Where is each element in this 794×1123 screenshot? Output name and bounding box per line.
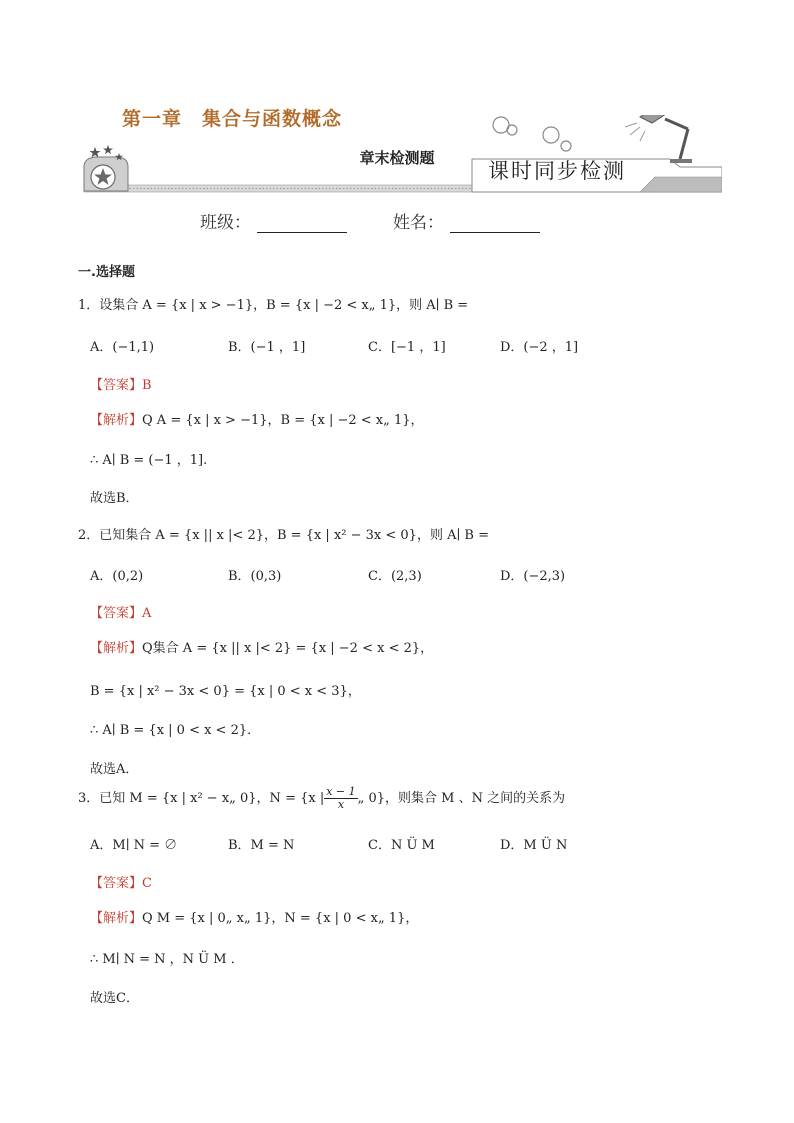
q3-answer: 【答案】C — [90, 876, 152, 891]
name-label: 姓名： — [393, 213, 444, 233]
q2-conclusion: 故选A． — [90, 762, 139, 777]
q2-option-b: B．(0,3) — [228, 569, 282, 584]
name-field — [393, 208, 540, 233]
q2-answer: 【答案】A — [90, 606, 152, 621]
q1-stem: 1．设集合 A = {x | x > −1}，B = {x | −2 < x„ 1}，则 A∣ B = — [78, 298, 469, 313]
bubbles-decoration — [493, 117, 571, 151]
section-title: 一.选择题 — [78, 265, 135, 280]
q1-answer: 【答案】B — [90, 378, 152, 393]
q2-stem: 2．已知集合 A = {x || x |< 2}，B = {x | x² − 3x < 0}，则 A∣ B = — [78, 528, 489, 543]
name-blank — [450, 218, 540, 233]
class-blank — [257, 218, 347, 233]
class-field — [200, 208, 347, 233]
q3-conclusion: 故选C． — [90, 991, 139, 1006]
q3-option-d: D．M Ü N — [500, 838, 568, 853]
chapter-title: 第一章 集合与函数概念 — [122, 108, 343, 130]
banner-text: 课时同步检测 — [488, 159, 626, 183]
q1-conclusion: 故选B． — [90, 491, 139, 506]
q3-stem: 3．已知 M = {x | x² − x„ 0}，N = {x | $\frac{x - 1}{x}$ „ 0}，则集合 M 、N 之间的关系为 — [78, 785, 566, 811]
q2-option-a: A．(0,2) — [90, 569, 144, 584]
q2-option-c: C．(2,3) — [368, 569, 422, 584]
q1-option-c: C．[−1 ，1] — [368, 340, 446, 355]
q2-analysis: 【解析】Q集合 A = {x || x |< 2} = {x | −2 < x < 2}， — [90, 641, 434, 656]
q1-option-d: D．(−2 ，1] — [500, 340, 579, 355]
q3-option-a: A．M∣ N = ∅ — [90, 838, 178, 853]
q1-step: ∴ A∣ B = (−1 ，1]. — [90, 453, 208, 468]
q3-option-c: C．N Ü M — [368, 838, 435, 853]
q2-step2: ∴ A∣ B = {x | 0 < x < 2}． — [90, 723, 261, 738]
q1-analysis: 【解析】Q A = {x | x > −1}，B = {x | −2 < x„ 1}， — [90, 413, 424, 428]
q2-step1: B = {x | x² − 3x < 0} = {x | 0 < x < 3}， — [90, 684, 361, 699]
page-subtitle: 章末检测题 — [359, 149, 435, 167]
fraction: $\frac{x - 1}{x}$ — [326, 785, 356, 811]
class-label: 班级： — [200, 213, 251, 233]
q1-option-b: B．(−1 ，1] — [228, 340, 306, 355]
q1-option-a: A．(−1,1) — [90, 340, 155, 355]
q3-step: ∴ M∣ N = N ，N Ü M ． — [90, 952, 244, 967]
q3-option-b: B．M = N — [228, 838, 295, 853]
q3-analysis: 【解析】Q M = {x | 0„ x„ 1}，N = {x | 0 < x„ 1}， — [90, 911, 419, 926]
q2-option-d: D．(−2,3) — [500, 569, 566, 584]
